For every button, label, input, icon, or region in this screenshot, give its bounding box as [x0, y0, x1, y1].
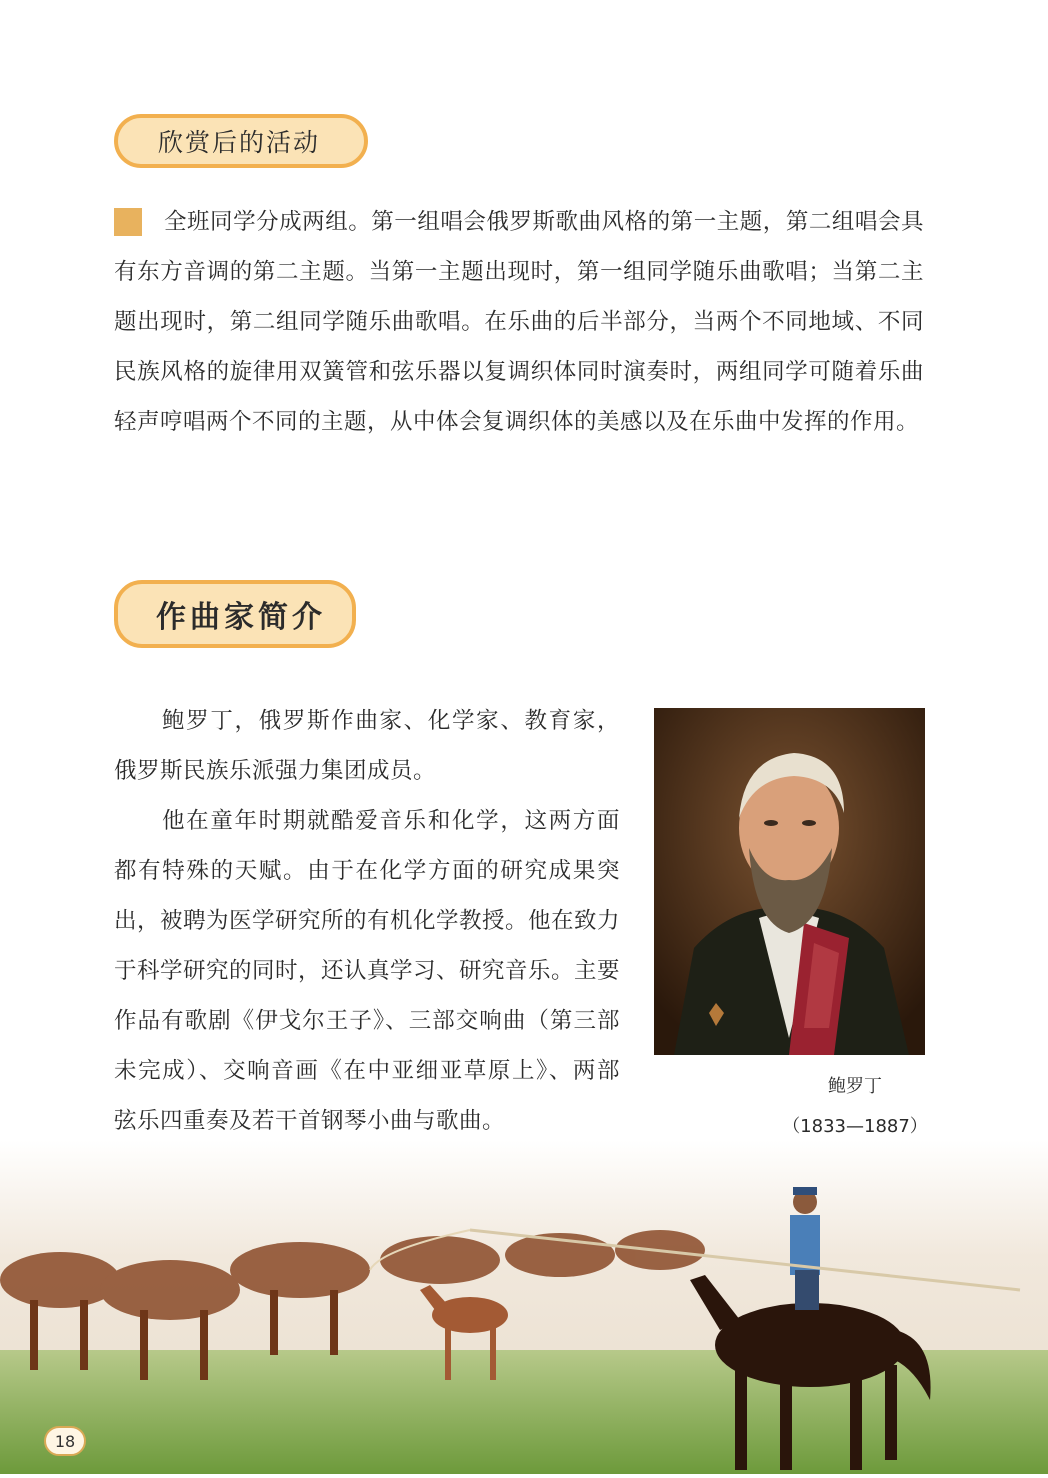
section-heading-composer-intro-label: 作曲家简介	[156, 600, 326, 635]
portrait-caption-years: （1833—1887）	[782, 1116, 928, 1137]
page-number	[44, 1426, 86, 1456]
grassland-horses-illustration	[0, 1140, 1048, 1474]
biography-paragraph-1: 鲍罗丁，俄罗斯作曲家、化学家、教育家，俄罗斯民族乐派强力集团成员。	[114, 708, 620, 784]
composer-portrait	[654, 708, 925, 1055]
biography-paragraph-2: 他在童年时期就酷爱音乐和化学，这两方面都有特殊的天赋。由于在化学方面的研究成果突出，被聘为医学研究所的有机化学教授。他在致力于科学研究的同时，还认真学习、研究音乐。主要作品有歌剧《伊戈尔王子》、三部交响曲（第三部未完成）、交响音画《在中亚细亚草原上》、两部弦乐四重奏及若干首钢琴小曲与歌曲。	[114, 808, 621, 1134]
portrait-caption-name: 鲍罗丁	[828, 1076, 882, 1097]
section-heading-composer-intro	[114, 580, 356, 648]
page-number-label: 18	[54, 1431, 76, 1451]
activity-paragraph: 全班同学分成两组。第一组唱会俄罗斯歌曲风格的第一主题，第二组唱会具有东方音调的第二主题。当第一主题出现时，第一组同学随乐曲歌唱；当第二主题出现时，第二组同学随乐曲歌唱。在乐曲的后半部分，当两个不同地域、不同民族风格的旋律用双簧管和弦乐器以复调织体同时演奏时，两组同学可随着乐曲轻声哼唱两个不同的主题，从中体会复调织体的美感以及在乐曲中发挥的作用。	[114, 209, 924, 435]
section-heading-after-listening-label: 欣赏后的活动	[158, 128, 321, 157]
portrait-illustration	[654, 708, 925, 1055]
section-heading-after-listening	[114, 114, 368, 168]
